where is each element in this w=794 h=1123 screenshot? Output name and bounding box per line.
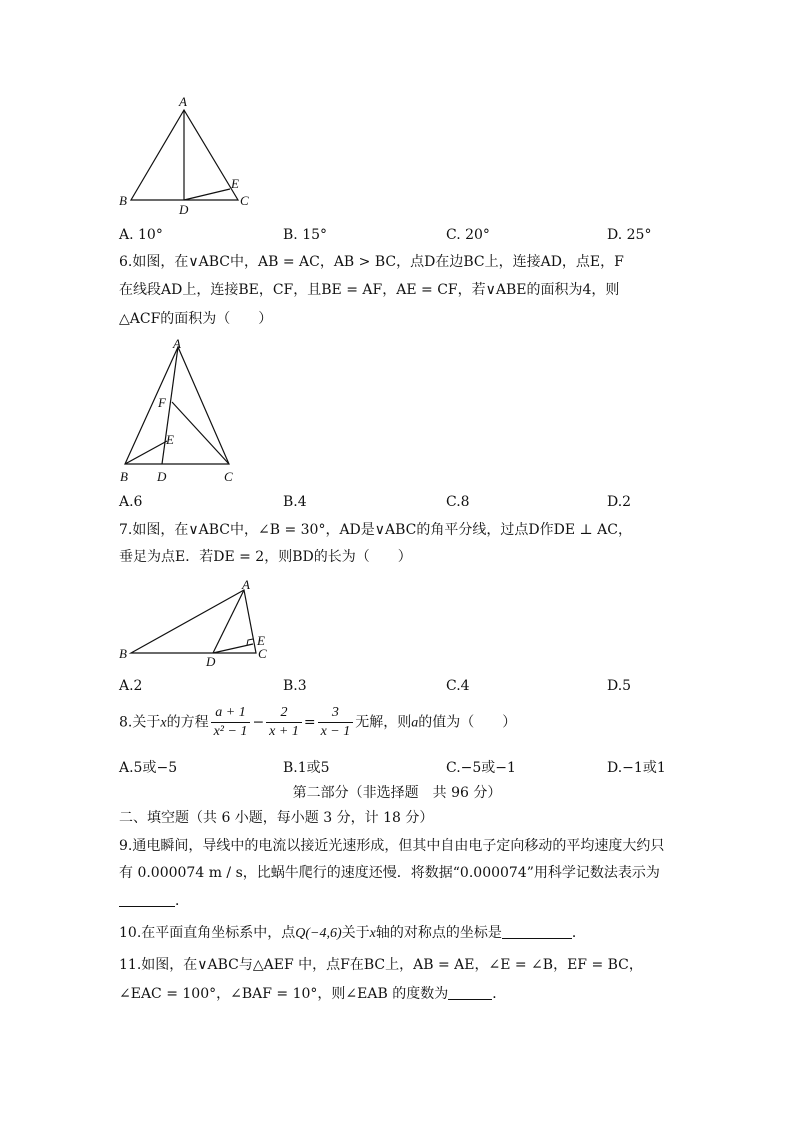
q6-line-1: 6.如图，在∨ABC中，AB = AC，AB > BC，点D在边BC上，连接AD，点E，F bbox=[119, 254, 624, 270]
q8-equals: = bbox=[303, 714, 316, 731]
label-c: C bbox=[240, 193, 249, 208]
label-f: F bbox=[158, 395, 166, 410]
q11-line-1: 11.如图，在∨ABC与△AEF 中，点F在BC上，AB = AE，∠E = ∠B，EF = BC， bbox=[119, 957, 643, 973]
q8-fraction-2 bbox=[266, 704, 302, 741]
q9-line-3 bbox=[119, 891, 189, 911]
q10-answer-blank[interactable] bbox=[502, 924, 572, 939]
q8-prefix: 8.关于 bbox=[119, 714, 161, 731]
q7-option-c: C.4 bbox=[446, 678, 470, 694]
q10-line bbox=[119, 923, 586, 944]
label-e: E bbox=[231, 176, 239, 191]
q10-text-1: 10.在平面直角坐标系中，点 bbox=[119, 925, 296, 941]
q6-option-a: A.6 bbox=[119, 494, 143, 510]
label-d: D bbox=[179, 202, 189, 217]
segment-ad bbox=[213, 590, 244, 653]
q8-suffix-1: 无解，则 bbox=[355, 714, 412, 731]
q8-var-a: a bbox=[411, 715, 419, 731]
q6-option-b: B.4 bbox=[283, 494, 307, 510]
segment-de bbox=[213, 644, 253, 653]
q11-line-2 bbox=[119, 984, 506, 1004]
segment-cf bbox=[172, 402, 229, 464]
q8-frac3-denominator: x − 1 bbox=[320, 724, 351, 739]
q8-suffix-2: 的值为（ ） bbox=[418, 714, 517, 731]
figure-q6 bbox=[110, 334, 250, 489]
q6-line-2: 在线段AD上，连接BE，CF，且BE = AF，AE = CF，若∨ABE的面积为4，则 bbox=[119, 282, 620, 298]
label-b: B bbox=[119, 193, 127, 208]
triangle-abc bbox=[131, 590, 256, 653]
label-a: A bbox=[179, 94, 187, 109]
q8-var-x: x bbox=[160, 715, 167, 731]
segment-be bbox=[125, 441, 167, 464]
q7-option-a: A.2 bbox=[119, 678, 143, 694]
q8-frac2-numerator: 2 bbox=[266, 704, 302, 723]
label-d: D bbox=[157, 469, 167, 484]
q8-eq-word: 的方程 bbox=[166, 714, 209, 731]
q6-option-c: C.8 bbox=[446, 494, 470, 510]
q9-answer-blank[interactable] bbox=[119, 892, 175, 907]
q8-frac1-denominator: x² − 1 bbox=[213, 724, 248, 739]
q6-option-d: D.2 bbox=[607, 494, 632, 510]
figure-q5 bbox=[110, 92, 270, 222]
q10-end: ． bbox=[571, 925, 586, 941]
q10-point: Q(−4,6) bbox=[295, 926, 342, 941]
q5-option-c: C. 20° bbox=[446, 227, 490, 243]
segment-de bbox=[184, 189, 230, 200]
q10-text-2: 关于 bbox=[341, 925, 370, 941]
label-c: C bbox=[258, 646, 267, 661]
q11-line-2-text: ∠EAC = 100°，∠BAF = 10°，则∠EAB 的度数为 bbox=[119, 986, 449, 1002]
q8-frac1-numerator: a + 1 bbox=[211, 704, 251, 723]
q11-answer-blank[interactable] bbox=[448, 985, 492, 1000]
q8-frac2-denominator: x + 1 bbox=[269, 724, 299, 739]
q8-option-d: D.−1或1 bbox=[607, 760, 666, 776]
section2-title: 二、填空题（共 6 小题，每小题 3 分，计 18 分） bbox=[119, 810, 434, 826]
label-e: E bbox=[257, 633, 265, 648]
figure-q7 bbox=[110, 578, 280, 670]
q6-line-3: △ACF的面积为（ ） bbox=[119, 311, 273, 327]
q8-frac3-numerator: 3 bbox=[318, 704, 354, 723]
q7-line-1: 7.如图，在∨ABC中，∠B = 30°，AD是∨ABC的角平分线，过点D作DE ⊥ AC， bbox=[119, 522, 632, 538]
q8-question bbox=[119, 704, 516, 741]
q9-line-1: 9.通电瞬间，导线中的电流以接近光速形成，但其中自由电子定向移动的平均速度大约只 bbox=[119, 838, 665, 854]
q7-line-2: 垂足为点E．若DE = 2，则BD的长为（ ） bbox=[119, 549, 412, 565]
label-b: B bbox=[120, 469, 128, 484]
q5-option-a: A. 10° bbox=[119, 227, 163, 243]
q10-text-3: 轴的对称点的坐标是 bbox=[375, 925, 502, 941]
q9-end: ． bbox=[175, 893, 189, 909]
q8-minus: − bbox=[252, 714, 265, 731]
q11-end: ． bbox=[492, 986, 507, 1002]
q7-option-b: B.3 bbox=[283, 678, 307, 694]
label-a: A bbox=[242, 578, 250, 592]
q10-var-x: x bbox=[369, 926, 376, 941]
q8-option-a: A.5或−5 bbox=[119, 760, 178, 776]
q8-fraction-3 bbox=[318, 704, 354, 741]
part2-title: 第二部分（非选择题 共 96 分） bbox=[292, 785, 502, 801]
q8-fraction-1 bbox=[211, 704, 251, 741]
q9-line-2: 有 0.000074 m / s，比蜗牛爬行的速度还慢．将数据“0.000074”用科学记数法表示为 bbox=[119, 865, 660, 881]
label-e: E bbox=[166, 432, 174, 447]
q7-option-d: D.5 bbox=[607, 678, 632, 694]
label-c: C bbox=[224, 469, 233, 484]
q8-option-c: C.−5或−1 bbox=[446, 760, 516, 776]
label-a: A bbox=[173, 336, 181, 351]
q8-option-b: B.1或5 bbox=[283, 760, 330, 776]
label-b: B bbox=[119, 646, 127, 661]
q5-option-b: B. 15° bbox=[283, 227, 328, 243]
q5-option-d: D. 25° bbox=[607, 227, 652, 243]
label-d: D bbox=[206, 654, 216, 669]
